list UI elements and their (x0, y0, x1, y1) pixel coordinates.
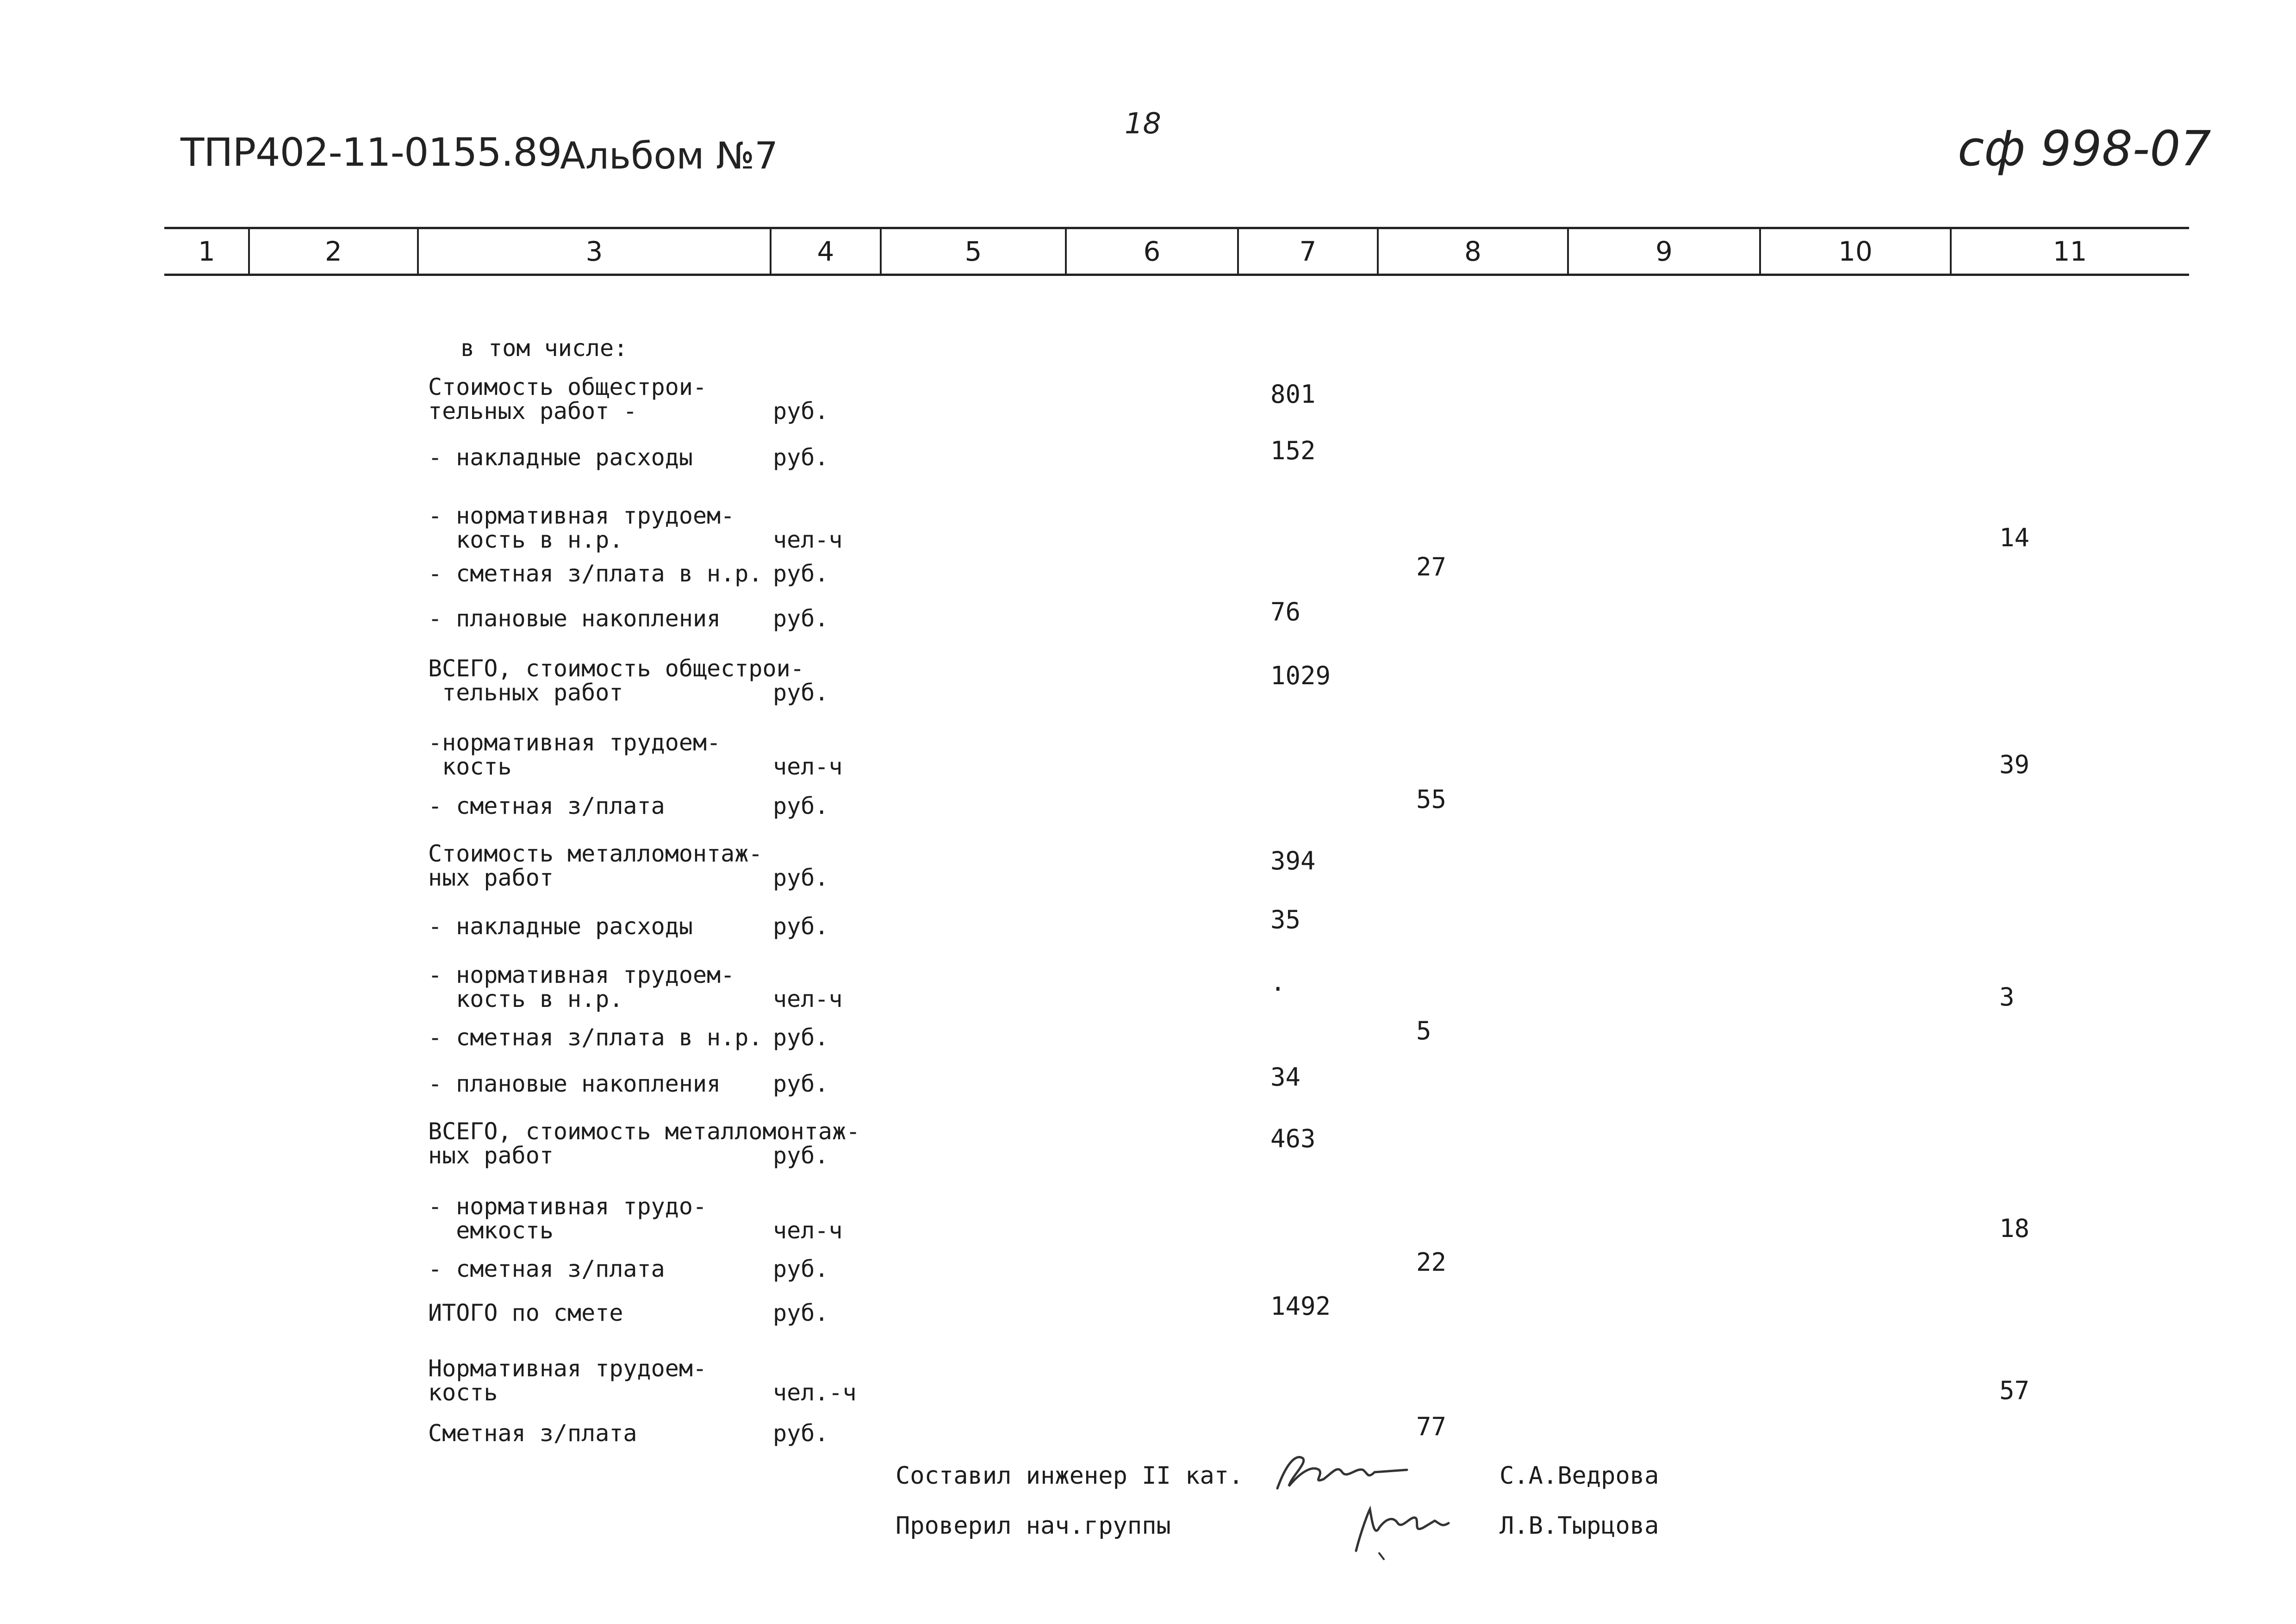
row-unit: чел-ч (773, 753, 843, 780)
col11-value: 18 (1999, 1214, 2030, 1243)
row-label: Сметная з/плата (428, 1420, 637, 1447)
column-number-9: 9 (1655, 236, 1673, 267)
col7-value: 34 (1270, 1062, 1301, 1092)
row-label: - нормативная трудоем- кость в н.р. (428, 502, 735, 553)
row-unit: руб. (773, 1420, 829, 1447)
row-label: - плановые накопления (428, 605, 721, 632)
registry-number: сф 998-07 (1958, 120, 2211, 177)
compiled-by-name: С.А.Ведрова (1500, 1462, 1659, 1490)
row-label: ИТОГО по смете (428, 1299, 623, 1326)
row-unit: руб. (773, 864, 829, 891)
compiler-signature (1268, 1444, 1421, 1500)
intro-text: в том числе: (460, 335, 628, 362)
col7-value: 76 (1270, 597, 1301, 626)
column-number-5: 5 (964, 236, 982, 267)
col7-value: 35 (1270, 905, 1301, 934)
row-label: -нормативная трудоем- кость (428, 729, 721, 780)
row-label: ВСЕГО, стоимость общестрои- тельных работ (428, 655, 804, 706)
column-divider (1567, 229, 1569, 274)
col7-value: 152 (1270, 436, 1316, 465)
row-unit: руб. (773, 679, 829, 706)
col8-value: 5 (1416, 1016, 1431, 1045)
document-code: ТПР402-11-0155.89 (180, 130, 562, 175)
row-label: ВСЕГО, стоимость металломонтаж- ных работ (428, 1118, 860, 1169)
column-number-3: 3 (585, 236, 603, 267)
column-number-2: 2 (325, 236, 342, 267)
column-number-header (164, 227, 2189, 276)
column-number-7: 7 (1299, 236, 1317, 267)
row-label: - сметная з/плата в н.р. (428, 560, 763, 587)
col11-value: 57 (1999, 1376, 2030, 1405)
row-unit: руб. (773, 793, 829, 819)
row-unit: чел-ч (773, 526, 843, 553)
row-unit: руб. (773, 1299, 829, 1326)
column-number-1: 1 (198, 236, 215, 267)
col11-value: 14 (1999, 523, 2030, 552)
row-label: - сметная з/плата (428, 1255, 665, 1282)
column-divider (770, 229, 772, 274)
row-label: - накладные расходы (428, 913, 693, 940)
row-unit: руб. (773, 1024, 829, 1051)
row-label: - плановые накопления (428, 1070, 721, 1097)
checked-by-name: Л.В.Тырцова (1500, 1512, 1659, 1540)
row-unit: руб. (773, 913, 829, 940)
row-label: - накладные расходы (428, 444, 693, 471)
row-unit: руб. (773, 398, 829, 425)
col7-value: . (1270, 968, 1286, 997)
column-number-6: 6 (1143, 236, 1161, 267)
column-divider (417, 229, 419, 274)
row-label: Стоимость общестрои- тельных работ - (428, 374, 707, 425)
checked-by-label: Проверил нач.группы (896, 1512, 1171, 1540)
column-number-10: 10 (1838, 236, 1873, 267)
column-divider (1759, 229, 1761, 274)
col7-value: 463 (1270, 1124, 1316, 1153)
col11-value: 39 (1999, 750, 2030, 779)
column-divider (1950, 229, 1952, 274)
column-divider (1065, 229, 1067, 274)
column-number-4: 4 (817, 236, 834, 267)
compiled-by-label: Составил инженер II кат. (896, 1462, 1244, 1490)
col7-value: 801 (1270, 380, 1316, 409)
row-unit: чел-ч (773, 986, 843, 1012)
row-label: - сметная з/плата (428, 793, 665, 819)
row-unit: чел.-ч (773, 1379, 857, 1406)
col8-value: 55 (1416, 785, 1447, 814)
col8-value: 22 (1416, 1248, 1447, 1277)
col7-value: 1029 (1270, 661, 1331, 690)
row-label: - нормативная трудоем- кость в н.р. (428, 962, 735, 1012)
col11-value: 3 (1999, 982, 2015, 1012)
column-divider (1237, 229, 1239, 274)
row-unit: руб. (773, 444, 829, 471)
row-label: - нормативная трудо- емкость (428, 1193, 707, 1244)
checker-signature (1342, 1495, 1462, 1565)
row-unit: чел-ч (773, 1217, 843, 1244)
col8-value: 77 (1416, 1412, 1447, 1441)
row-label: Стоимость металломонтаж- ных работ (428, 840, 763, 891)
row-unit: руб. (773, 1142, 829, 1169)
column-divider (1377, 229, 1379, 274)
row-unit: руб. (773, 605, 829, 632)
col7-value: 1492 (1270, 1292, 1331, 1321)
row-unit: руб. (773, 560, 829, 587)
album-number: Альбом №7 (560, 134, 778, 177)
column-divider (248, 229, 250, 274)
col7-value: 394 (1270, 846, 1316, 875)
column-divider (880, 229, 882, 274)
page-number: 18 (1125, 106, 1161, 140)
row-unit: руб. (773, 1255, 829, 1282)
row-label: - сметная з/плата в н.р. (428, 1024, 763, 1051)
row-unit: руб. (773, 1070, 829, 1097)
row-label: Нормативная трудоем- кость (428, 1355, 707, 1406)
column-number-8: 8 (1464, 236, 1481, 267)
column-number-11: 11 (2053, 236, 2087, 267)
col8-value: 27 (1416, 552, 1447, 581)
